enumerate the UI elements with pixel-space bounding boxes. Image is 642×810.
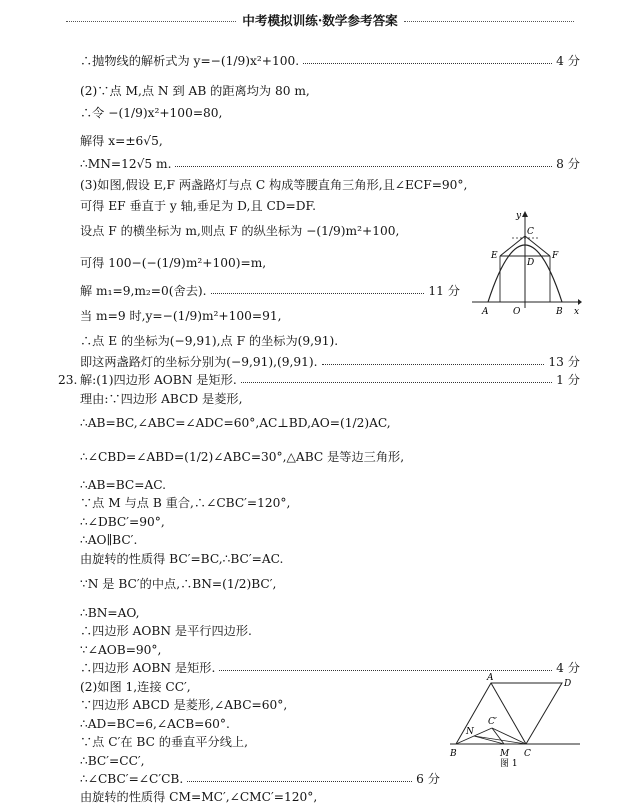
answer-line xyxy=(80,157,580,172)
label-b: B xyxy=(450,749,457,759)
line-text: ∴∠CBC′=∠C′CB. xyxy=(80,772,184,786)
x-axis-arrow-icon xyxy=(578,299,582,305)
score: 4 分 xyxy=(556,54,580,68)
dot-leader xyxy=(303,63,552,64)
problem-number: 23. xyxy=(58,373,78,387)
answer-line: 当 m=9 时,y=−(1/9)m²+100=91, xyxy=(80,309,282,323)
line-text: 解 m₁=9,m₂=0(舍去). xyxy=(80,284,207,298)
answer-line: ∵点 C′在 BC 的垂直平分线上, xyxy=(80,735,248,749)
label-d: D xyxy=(564,679,572,689)
answer-line xyxy=(80,284,460,299)
answer-line: ∴点 E 的坐标为(−9,91),点 F 的坐标为(9,91). xyxy=(80,334,339,348)
label-c: C xyxy=(527,227,534,237)
answer-line: 可得 100−(−(1/9)m²+100)=m, xyxy=(80,256,267,270)
answer-line: 由旋转的性质得 BC′=BC,∴BC′=AC. xyxy=(80,552,284,566)
score: 1 分 xyxy=(556,373,580,387)
rhombus-figure xyxy=(444,668,586,768)
label-c: C xyxy=(524,749,531,759)
label-x: x xyxy=(574,307,580,317)
parabola-figure xyxy=(470,208,582,318)
diagonal-ac xyxy=(491,683,526,744)
answer-line xyxy=(80,772,440,787)
answer-line: ∵∠AOB=90°, xyxy=(80,643,162,657)
header-left-dots xyxy=(66,21,236,22)
answer-line: ∴AD=BC=6,∠ACB=60°. xyxy=(80,717,230,731)
answer-line: ∴令 −(1/9)x²+100=80, xyxy=(80,106,223,120)
label-e: E xyxy=(491,251,498,261)
answer-line: (2)如图 1,连接 CC′, xyxy=(80,680,191,694)
page-header xyxy=(60,10,580,32)
answer-line: ∴四边形 AOBN 是平行四边形. xyxy=(80,624,252,638)
answer-line: ∴BC′=CC′, xyxy=(80,754,145,768)
label-o: O xyxy=(513,307,521,317)
answer-line xyxy=(80,373,580,388)
answer-line: 可得 EF 垂直于 y 轴,垂足为 D,且 CD=DF. xyxy=(80,199,316,213)
label-m: M xyxy=(500,749,510,759)
score: 6 分 xyxy=(416,772,440,786)
score: 4 分 xyxy=(556,661,580,675)
answer-line xyxy=(80,54,580,69)
dot-leader xyxy=(175,166,552,167)
answer-line: ∴∠CBD=∠ABD=(1/2)∠ABC=30°,△ABC 是等边三角形, xyxy=(80,450,405,464)
figure-caption: 图 1 xyxy=(500,759,518,768)
answer-line: ∵N 是 BC′的中点,∴BN=(1/2)BC′, xyxy=(80,577,277,591)
answer-line: 由旋转的性质得 CM=MC′,∠CMC′=120°, xyxy=(80,790,318,804)
y-axis-arrow-icon xyxy=(522,211,528,217)
label-f: F xyxy=(552,251,559,261)
answer-line: ∵四边形 ABCD 是菱形,∠ABC=60°, xyxy=(80,698,288,712)
answer-line: ∴AB=BC,∠ABC=∠ADC=60°,AC⊥BD,AO=(1/2)AC, xyxy=(80,416,391,430)
page-title: 中考模拟训练·数学参考答案 xyxy=(242,13,398,29)
answer-line: 解得 x=±6√5, xyxy=(80,134,163,148)
answer-line xyxy=(80,355,580,370)
line-text: 解:(1)四边形 AOBN 是矩形. xyxy=(80,373,237,387)
header-right-dots xyxy=(404,21,574,22)
label-n: N xyxy=(466,727,474,737)
answer-line: 理由:∵四边形 ABCD 是菱形, xyxy=(80,392,243,406)
line-text: ∴MN=12√5 m. xyxy=(80,157,172,171)
answer-line: ∴BN=AO, xyxy=(80,606,140,620)
answer-line: ∴AB=BC=AC. xyxy=(80,478,167,492)
answer-line: (3)如图,假设 E,F 两盏路灯与点 C 构成等腰直角三角形,且∠ECF=90°, xyxy=(80,178,468,192)
label-c-prime: C′ xyxy=(488,717,497,727)
line-text: ∴抛物线的解析式为 y=−(1/9)x²+100. xyxy=(80,54,300,68)
line-text: 即这两盏路灯的坐标分别为(−9,91),(9,91). xyxy=(80,355,318,369)
label-b: B xyxy=(556,307,563,317)
answer-line: ∴AO∥BC′. xyxy=(80,533,138,547)
label-y: y xyxy=(516,211,522,221)
answer-line: (2)∵点 M,点 N 到 AB 的距离均为 80 m, xyxy=(80,84,310,98)
dot-leader xyxy=(241,382,552,383)
label-a: A xyxy=(487,673,494,683)
label-a: A xyxy=(482,307,489,317)
answer-line: ∴∠DBC′=90°, xyxy=(80,515,165,529)
dot-leader xyxy=(322,364,545,365)
answer-line: 设点 F 的横坐标为 m,则点 F 的纵坐标为 −(1/9)m²+100, xyxy=(80,224,400,238)
dot-leader xyxy=(211,293,425,294)
answer-line: ∵点 M 与点 B 重合,∴∠CBC′=120°, xyxy=(80,496,291,510)
score: 13 分 xyxy=(548,355,580,369)
score: 8 分 xyxy=(556,157,580,171)
line-text: ∴四边形 AOBN 是矩形. xyxy=(80,661,216,675)
score: 11 分 xyxy=(428,284,460,298)
label-d: D xyxy=(527,258,535,268)
dot-leader xyxy=(187,781,412,782)
